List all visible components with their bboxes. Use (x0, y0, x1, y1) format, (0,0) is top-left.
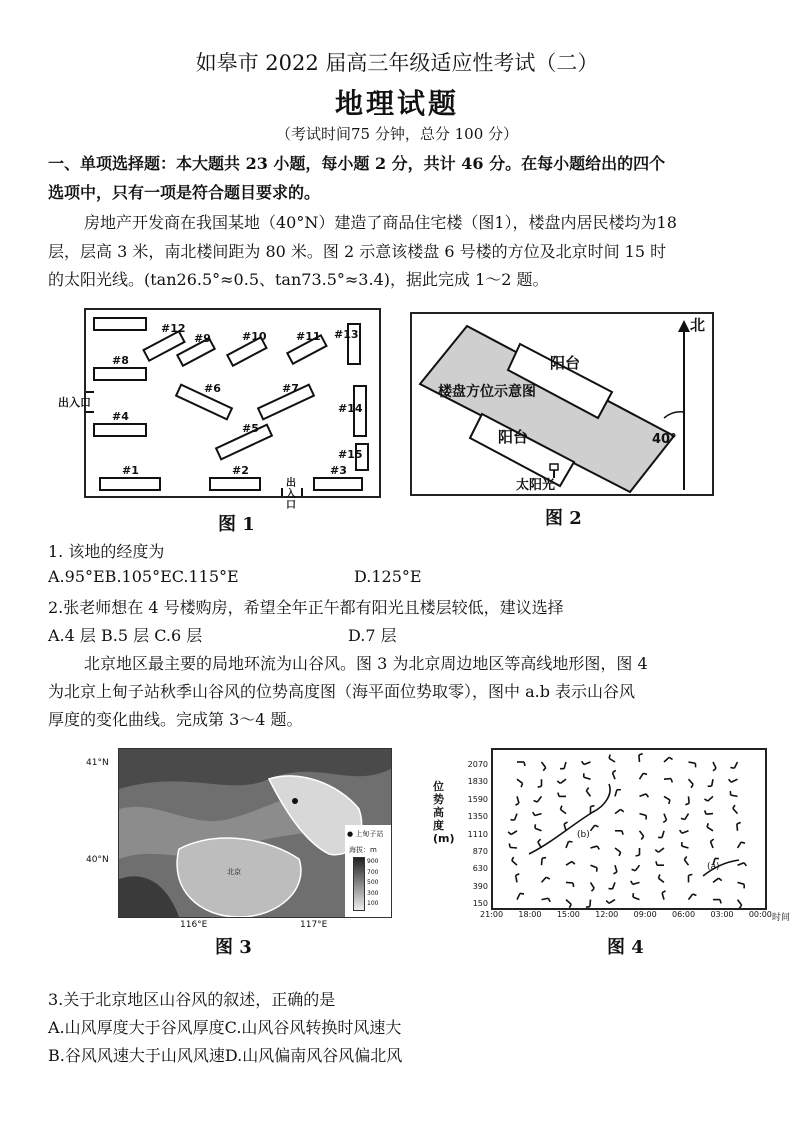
wind-barb (682, 846, 689, 848)
wind-barb (615, 865, 617, 872)
wind-barb-flag (597, 846, 599, 849)
wind-barb-flag (733, 805, 735, 808)
entrance-left-label: 出入口 (58, 396, 91, 409)
wind-barb (684, 860, 688, 866)
scale-100: 100 (367, 900, 379, 907)
x-tick: 06:00 (672, 910, 696, 919)
lon-right-label: 117°E (300, 920, 328, 930)
wind-barb (664, 814, 667, 821)
figure2-inner-label: 楼盘方位示意图 (438, 384, 536, 400)
wind-barb-flag (558, 793, 559, 797)
wind-barb (640, 814, 647, 816)
entrance-bottom-label: 出入口 (286, 478, 296, 511)
label-b9: #9 (194, 332, 211, 345)
wind-barb (710, 841, 713, 848)
y-tick: 2070 (467, 760, 488, 769)
figure4-barbs (493, 750, 765, 908)
wind-barb-flag (609, 754, 610, 758)
wind-barb-flag (691, 784, 693, 787)
q1-stem: 1. 该地的经度为 (48, 542, 165, 561)
wind-barb (535, 828, 542, 831)
north-label: 北 (690, 316, 706, 334)
label-b15: #15 (338, 448, 363, 461)
wind-barb-flag (572, 861, 575, 864)
figure2-caption: 图 2 (545, 508, 582, 529)
wind-barb-flag (619, 852, 620, 856)
wind-barb (560, 809, 566, 813)
wind-barb (542, 762, 546, 768)
figure4-x-label: 时间 (772, 913, 791, 923)
wind-barb-flag (516, 803, 519, 805)
wind-barb-flag (669, 757, 672, 759)
wind-barb (662, 831, 664, 838)
wind-barb (633, 882, 640, 884)
wind-barb-flag (719, 878, 722, 880)
wind-barb (633, 897, 640, 900)
q3-stem: 3.关于北京地区山谷风的叙述，正确的是 (48, 990, 336, 1009)
wind-barb (591, 882, 595, 888)
wind-barb (689, 779, 694, 784)
wind-barb-flag (509, 843, 510, 847)
wind-barb (586, 791, 590, 797)
wind-barb-flag (705, 810, 706, 814)
wind-barb-flag (560, 806, 561, 810)
wind-barb (712, 779, 713, 786)
station-dot (292, 798, 298, 804)
wind-barb-flag (658, 874, 659, 878)
wind-barb (733, 808, 738, 813)
wind-barb-flag (508, 832, 511, 835)
wind-barb (609, 758, 615, 762)
wind-barb-flag (656, 861, 657, 865)
wind-barb (590, 900, 591, 907)
x-tick: 18:00 (518, 910, 542, 919)
wind-barb (707, 827, 713, 831)
wind-barb (584, 777, 591, 779)
wind-barb (612, 882, 615, 889)
y-tick: 1590 (467, 794, 488, 804)
wind-barb-flag (704, 799, 707, 801)
wind-barb-flag (685, 803, 689, 804)
wind-barb-flag (646, 794, 648, 797)
wind-barb (512, 861, 517, 866)
x-tick: 00:00 (748, 910, 772, 919)
q3-options-ac: A.山风厚度大于谷风厚度C.山风谷风转换时风速大 (48, 1018, 402, 1037)
wind-barb (564, 762, 566, 769)
figure4-x-ticks (480, 910, 772, 919)
figure4-y-label: 位势高度 (m) (433, 780, 455, 845)
building-2 (210, 478, 260, 490)
curve-b-label: (b) (577, 830, 590, 840)
wind-barb (510, 847, 517, 848)
wind-barb-flag (512, 857, 514, 861)
wind-barb-flag (730, 767, 734, 768)
wind-barb-flag (739, 905, 741, 908)
wind-barb-flag (707, 823, 708, 827)
wind-barb (640, 794, 647, 797)
wind-barb-flag (639, 754, 643, 755)
elevation-legend: 海拔：m (349, 846, 377, 854)
wind-barb-flag (684, 856, 686, 859)
label-b2: #2 (232, 464, 249, 477)
wind-barb-flag (636, 855, 640, 856)
wind-barb-flag (744, 863, 746, 866)
wind-barb-flag (557, 781, 560, 783)
wind-barb-flag (729, 779, 732, 782)
wind-barb-flag (655, 850, 658, 852)
wind-barb (615, 848, 621, 852)
wind-barb (542, 858, 543, 865)
wind-barb (566, 900, 571, 905)
section-heading-line1: 一、单项选择题：本大题共 23 小题，每小题 2 分，共计 46 分。在每小题给出的四个 (48, 154, 666, 173)
passage2-line1: 北京地区最主要的局地环流为山谷风。图 3 为北京周边地区等高线地形图，图 4 (84, 654, 648, 673)
wind-barb-flag (564, 822, 567, 824)
wind-barb-flag (681, 818, 685, 819)
label-b5: #5 (242, 422, 259, 435)
wind-barb-flag (631, 881, 633, 884)
wind-barb-flag (516, 874, 520, 876)
figure4-y-ticks (460, 756, 488, 913)
wind-barb-flag (641, 836, 643, 839)
wind-barb (689, 796, 690, 803)
wind-barb-flag (643, 773, 647, 774)
wind-barb (517, 779, 523, 783)
subject-title: 地理试题 (334, 87, 459, 120)
y-tick: 1830 (467, 777, 488, 787)
q2-options-ac: A.4 层 B.5 层 C.6 层 (48, 626, 203, 645)
wind-barb-flag (662, 891, 665, 893)
lon-left-label: 116°E (180, 920, 208, 930)
y-tick: 150 (472, 899, 488, 909)
wind-barb-flag (606, 901, 609, 904)
wind-barb (689, 762, 696, 763)
passage1-line1: 房地产开发商在我国某地（40°N）建造了商品住宅楼（图1），楼盘内居民楼均为18 (84, 213, 677, 232)
wind-barb (738, 863, 745, 866)
label-b8: #8 (112, 354, 129, 367)
passage1-line3: 的太阳光线。(tan26.5°≈0.5、tan73.5°≈3.4)，据此完成 1～2 题。 (48, 270, 549, 289)
wind-barb-flag (671, 779, 672, 783)
figure3-caption: 图 3 (215, 937, 252, 958)
section-heading-line2: 选项中，只有一项是符合题目要求的。 (48, 183, 321, 202)
passage2-line2: 为北京上甸子站秋季山谷风的位势高度图（海平面位势取零），图中 a.b 表示山谷风 (48, 682, 636, 701)
figure2-drawing (412, 314, 712, 494)
wind-barb (584, 762, 591, 765)
wind-barb (738, 842, 742, 848)
wind-barb (517, 796, 519, 803)
wind-barb-flag (534, 800, 538, 801)
time-note: （考试时间75 分钟，总分 100 分） (275, 125, 519, 143)
wind-barb (731, 795, 738, 796)
wind-barb (511, 831, 517, 835)
building-1 (100, 478, 160, 490)
building-3 (314, 478, 362, 490)
wind-barb (708, 796, 713, 801)
curve-a-label: (a) (707, 862, 720, 872)
wind-barb-flag (621, 809, 624, 811)
x-tick: 09:00 (633, 910, 657, 919)
wind-barb (713, 878, 719, 882)
wind-barb-flag (612, 770, 615, 772)
wind-barb (514, 814, 517, 821)
q2-stem: 2.张老师想在 4 号楼购房，希望全年正午都有阳光且楼层较低，建议选择 (48, 598, 564, 617)
y-tick: 870 (472, 847, 488, 857)
building-4 (94, 424, 146, 436)
lat-mid-label: 40°N (86, 855, 109, 865)
wind-barb (560, 779, 566, 783)
wind-barb-flag (543, 768, 545, 771)
passage1-line2: 层，层高 3 米，南北楼间距为 80 米。图 2 示意该楼盘 6 号楼的方位及北京时间 15 时 (48, 242, 667, 261)
wind-barb (542, 877, 547, 882)
label-b6: #6 (204, 382, 221, 395)
label-b12: #12 (161, 322, 186, 335)
q1-option-d: D.125°E (354, 567, 422, 586)
wind-barb (662, 893, 664, 900)
label-b14: #14 (338, 402, 363, 415)
city-label: 北京 (227, 868, 241, 876)
wind-barb (664, 779, 671, 780)
wind-barb (664, 796, 670, 800)
wind-barb (535, 814, 542, 816)
wind-barb-flag (595, 825, 599, 826)
wind-barb-flag (569, 904, 571, 908)
label-b1: #1 (122, 464, 139, 477)
wind-barb (640, 773, 644, 779)
curve-b (529, 784, 610, 854)
wind-barb-flag (538, 786, 542, 787)
wind-barb-flag (689, 874, 693, 875)
station-legend: ● 上甸子站 (347, 830, 384, 838)
label-b10: #10 (242, 330, 267, 343)
elevation-scale-bar (353, 857, 365, 911)
wind-barb (591, 865, 598, 868)
wind-barb (737, 824, 738, 831)
y-tick: 390 (472, 881, 488, 891)
wind-barb-flag (524, 762, 525, 766)
wind-barb-flag (737, 822, 741, 823)
wind-barb (658, 848, 664, 852)
wind-barb (640, 831, 644, 837)
figure2-orientation (410, 312, 714, 496)
label-b4: #4 (112, 410, 129, 423)
wind-barb (615, 790, 617, 797)
wind-barb-flag (713, 768, 716, 771)
wind-barb (609, 900, 615, 904)
wind-barb-flag (586, 907, 590, 908)
wind-barb (542, 898, 549, 899)
wind-barb-flag (710, 839, 713, 841)
scale-300: 300 (367, 889, 379, 897)
x-tick: 03:00 (710, 910, 734, 919)
x-tick: 15:00 (556, 910, 580, 919)
building-top-left (94, 318, 146, 330)
wind-barb (706, 814, 713, 815)
wind-barb-flag (533, 812, 535, 815)
wind-barb (738, 882, 745, 884)
angle-label: 40° (652, 432, 677, 447)
wind-barb-flag (548, 898, 550, 902)
wind-barb (517, 893, 520, 899)
wind-barb-flag (622, 831, 623, 835)
label-b11: #11 (296, 330, 321, 343)
scale-900: 900 (367, 858, 379, 865)
wind-barb (635, 865, 639, 871)
wind-barb-flag (521, 783, 522, 787)
wind-barb (566, 841, 569, 848)
wind-barb-flag (542, 858, 546, 859)
wind-barb-flag (669, 800, 670, 804)
lat-top-label: 41°N (86, 758, 109, 768)
elevation-scale-labels (367, 857, 378, 910)
scale-500: 500 (367, 879, 379, 886)
wind-barb-flag (680, 830, 682, 833)
label-b3: #3 (330, 464, 347, 477)
wind-barb (537, 796, 541, 802)
figure1-caption: 图 1 (218, 514, 255, 535)
wind-barb (615, 809, 621, 813)
q1-options-ac: A.95°EB.105°EC.115°E (48, 567, 239, 586)
wind-barb-flag (693, 894, 697, 895)
figure1-site-plan (84, 308, 381, 498)
wind-barb (682, 831, 689, 834)
wind-barb (734, 762, 737, 768)
wind-barb-flag (632, 869, 636, 870)
wind-barb-flag (573, 883, 574, 887)
x-tick: 12:00 (595, 910, 619, 919)
figure4-caption: 图 4 (607, 937, 644, 958)
wind-barb (689, 894, 693, 900)
wind-barb (639, 755, 640, 762)
wind-barb (731, 779, 737, 782)
wind-barb-flag (720, 900, 721, 904)
y-tick: 630 (472, 864, 488, 874)
wind-barb (591, 846, 598, 848)
passage2-line3: 厚度的变化曲线。完成第 3～4 题。 (48, 710, 303, 729)
label-b13: #13 (334, 328, 359, 341)
wind-barb (664, 757, 669, 762)
exam-title: 如皋市 2022 届高三年级适应性考试（二） (195, 51, 599, 75)
wind-barb-flag (582, 761, 584, 764)
wind-barb-flag (614, 872, 617, 874)
figure3-map (118, 748, 392, 918)
building-8 (94, 368, 146, 380)
sun-label: 太阳光 (516, 478, 556, 493)
wind-barb (713, 762, 716, 768)
wind-barb-flag (538, 839, 541, 842)
wind-barb (516, 876, 517, 883)
wind-barb-flag (586, 788, 588, 791)
wind-barb (566, 861, 572, 865)
wind-barb-flag (591, 806, 595, 807)
wind-barb-flag (546, 877, 550, 879)
wind-barb (566, 882, 573, 883)
q2-option-d: D.7 层 (348, 626, 397, 645)
wind-barb-flag (663, 820, 666, 822)
y-tick: 1110 (467, 829, 488, 839)
scale-700: 700 (367, 868, 379, 876)
balcony-top-label: 阳台 (550, 354, 581, 372)
q3-options-bd: B.谷风风速大于山风风速D.山风偏南风谷风偏北风 (48, 1046, 403, 1065)
figure1-drawing (86, 310, 379, 496)
balcony-bottom-label: 阳台 (498, 428, 529, 446)
y-tick: 1350 (467, 812, 488, 822)
wind-barb (591, 825, 595, 831)
label-b7: #7 (282, 382, 299, 395)
wind-barb-flag (591, 888, 594, 891)
wind-barb (738, 900, 742, 906)
wind-barb-flag (520, 893, 524, 894)
wind-barb (612, 773, 615, 780)
wind-barb (685, 814, 689, 820)
figure4-plot-area (491, 748, 767, 910)
wind-barb-flag (741, 842, 745, 843)
x-tick: 21:00 (480, 910, 504, 919)
wind-barb (658, 878, 664, 882)
